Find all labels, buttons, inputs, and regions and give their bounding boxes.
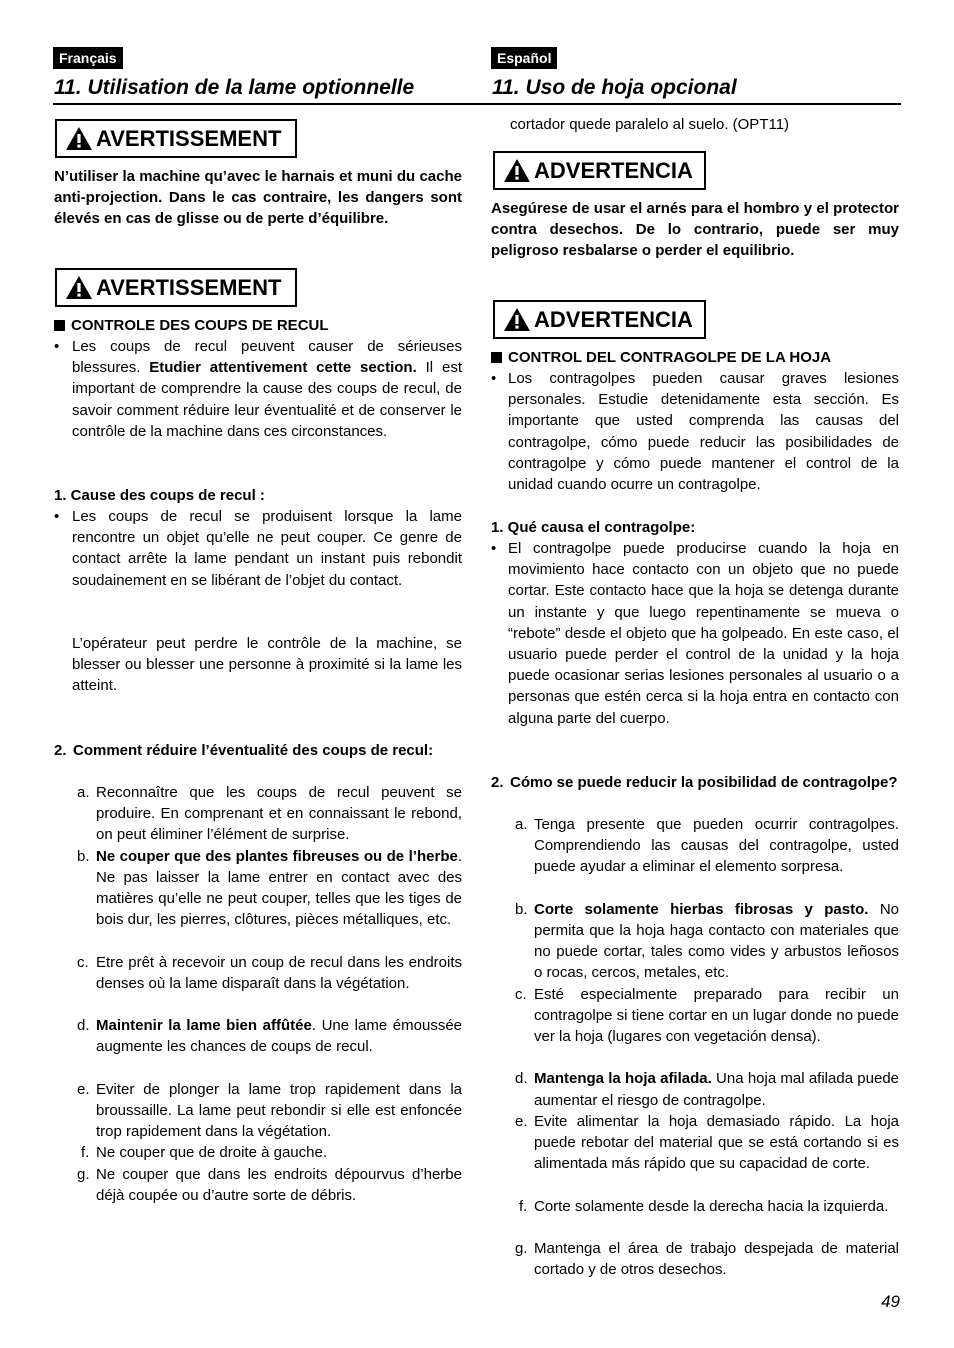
list-item: a. Tenga presente que pueden ocurrir contragolpes. Comprendiendo las causas del contragolpe, usted puede ayudar a eliminar el elemento sorpresa.	[515, 816, 899, 876]
section-title-spanish: 11. Uso de hoja opcional	[492, 76, 737, 99]
warning-label: AVERTISSEMENT	[96, 125, 282, 151]
list-item: c. Esté especialmente preparado para recibir un contragolpe si tiene cortar en un lugar donde no puede ver la hoja (lugares con vegetación densa).	[515, 985, 899, 1045]
reduce-heading-french: 2. Comment réduire l’éventualité des coups de recul:	[54, 742, 434, 759]
cause-heading-spanish: 1. Qué causa el contragolpe:	[491, 519, 696, 536]
warning-triangle-icon	[65, 275, 93, 300]
warning-triangle-icon	[503, 307, 531, 332]
square-bullet-icon	[491, 352, 502, 363]
warning-label: AVERTISSEMENT	[96, 274, 282, 300]
warning-triangle-icon	[65, 126, 93, 151]
list-item: e. Eviter de plonger la lame trop rapidement dans la broussaille. La lame peut rebondir si elle est enfoncée trop rapidement dans la végétation.	[77, 1080, 462, 1141]
reduce-list-spanish	[491, 814, 899, 1280]
list-item: f. Ne couper que de droite à gauche.	[81, 1144, 327, 1162]
warning-box-1-french	[55, 119, 297, 158]
cause-bullet-french: • Les coups de recul se produisent lorsque la lame rencontre un objet qu’elle ne peut couper. Ce genre de contact arrête la lame pendant un instant puis rebondit soudainement en se libérant de l’objet du contact.	[54, 508, 462, 589]
cause-heading-french: 1. Cause des coups de recul :	[54, 487, 265, 504]
list-item: a. Reconnaître que les coups de recul peuvent se produire. En comprenant et en connaissant le rebond, on peut éliminer l’élément de surprise.	[77, 784, 462, 844]
language-tag-spanish: Español	[491, 47, 557, 69]
kickback-bullet-french: • Les coups de recul peuvent causer de sérieuses blessures. Etudier attentivement cette section. Il est important de comprendre la cause des coups de recul, de savoir comment réduire leur éventualité et de conserver le contrôle de la machine dans ces circonstances.	[54, 338, 463, 440]
page-number: 49	[881, 1292, 900, 1311]
warning-box-1-spanish	[493, 151, 706, 190]
warning-triangle-icon	[503, 158, 531, 183]
kickback-bullet-spanish: • Los contragolpes pueden causar graves lesiones personales. Estudie detenidamente esta sección. Es importante que usted comprenda las causas del contragolpe, cómo puede reducir las posibilidades de contragolpe y cómo puede mantener el control de la unidad cuando ocurre un contragolpe.	[491, 370, 899, 494]
header-rule	[53, 103, 901, 105]
cause-bullet-spanish: • El contragolpe puede producirse cuando la hoja en movimiento hace contacto con un objeto que no puede cortar. Este contacto hace que la hoja se detenga durante un instante y que luego repentinamente se mueva o “rebote” desde el objeto que ha golpeado. En este caso, el usuario puede perder el control de la unidad y la hoja puede ocasionar serias lesiones personales al usuario o a personas que estén cerca si la hoja entra en contacto con alguna parte del cuerpo.	[491, 540, 899, 727]
list-item: c. Etre prêt à recevoir un coup de recul dans les endroits denses où la lame disparaît dans la végétation.	[77, 953, 462, 992]
list-item: g. Mantenga el área de trabajo despejada de material cortado y de otros desechos.	[515, 1239, 899, 1279]
warning-box-2-french	[55, 268, 297, 307]
list-item: e. Evite alimentar la hoja demasiado rápido. La hoja puede rebotar del material que se está cortando si es alimentada más rápido que su capacidad de corte.	[515, 1112, 899, 1173]
warning-label: ADVERTENCIA	[534, 157, 693, 183]
language-tag-french: Français	[53, 47, 123, 69]
warning-label: ADVERTENCIA	[534, 306, 693, 332]
list-item: b. Corte solamente hierbas fibrosas y pasto. No permita que la hoja haga contacto con materiales que no puede cortar, tales como vides y arbustos leñosos o rocas, cercos, metales, etc.	[515, 900, 899, 982]
reduce-heading-spanish: 2. Cómo se puede reducir la posibilidad de contragolpe?	[491, 774, 898, 791]
list-item: f. Corte solamente desde la derecha hacia la izquierda.	[519, 1197, 889, 1215]
warning-text-1-spanish: Asegúrese de usar el arnés para el hombro y el protector contra desechos. De lo contrario, puede ser muy peligroso resbalarse o perder el equilibrio.	[491, 200, 899, 260]
list-item: d. Maintenir la lame bien affûtée. Une lame émoussée augmente les chances de coups de recul.	[77, 1017, 463, 1056]
list-item: g. Ne couper que dans les endroits dépourvus d’herbe déjà coupée ou d’autre sorte de débris.	[77, 1165, 462, 1204]
section-title-french: 11. Utilisation de la lame optionnelle	[54, 76, 415, 99]
square-bullet-icon	[54, 320, 65, 331]
warning-text-1-french: N’utiliser la machine qu’avec le harnais et muni du cache anti-projection. Dans le cas contraire, les dangers sont élevés en cas de glisse ou de perte d’équilibre.	[54, 168, 462, 228]
list-item: d. Mantenga la hoja afilada. Una hoja mal afilada puede aumentar el riesgo de contragolpe.	[515, 1070, 900, 1109]
continued-text-spanish: cortador quede paralelo al suelo. (OPT11)	[510, 116, 790, 133]
warning-box-2-spanish	[493, 300, 706, 339]
kickback-heading-spanish: CONTROL DEL CONTRAGOLPE DE LA HOJA	[491, 347, 899, 368]
reduce-list-french	[54, 782, 462, 1206]
kickback-heading-french: CONTROLE DES COUPS DE RECUL	[54, 315, 462, 336]
cause-paragraph-french: L’opérateur peut perdre le contrôle de la machine, se blesser ou blesser une personne à proximité si la lame les atteint.	[72, 635, 462, 695]
list-item: b. Ne couper que des plantes fibreuses ou de l’herbe. Ne pas laisser la lame entrer en contact avec des matières qu’elle ne peut couper, telles que les tiges de bois dur, les pierres, clôtures, pièces métalliques, etc.	[77, 847, 462, 929]
